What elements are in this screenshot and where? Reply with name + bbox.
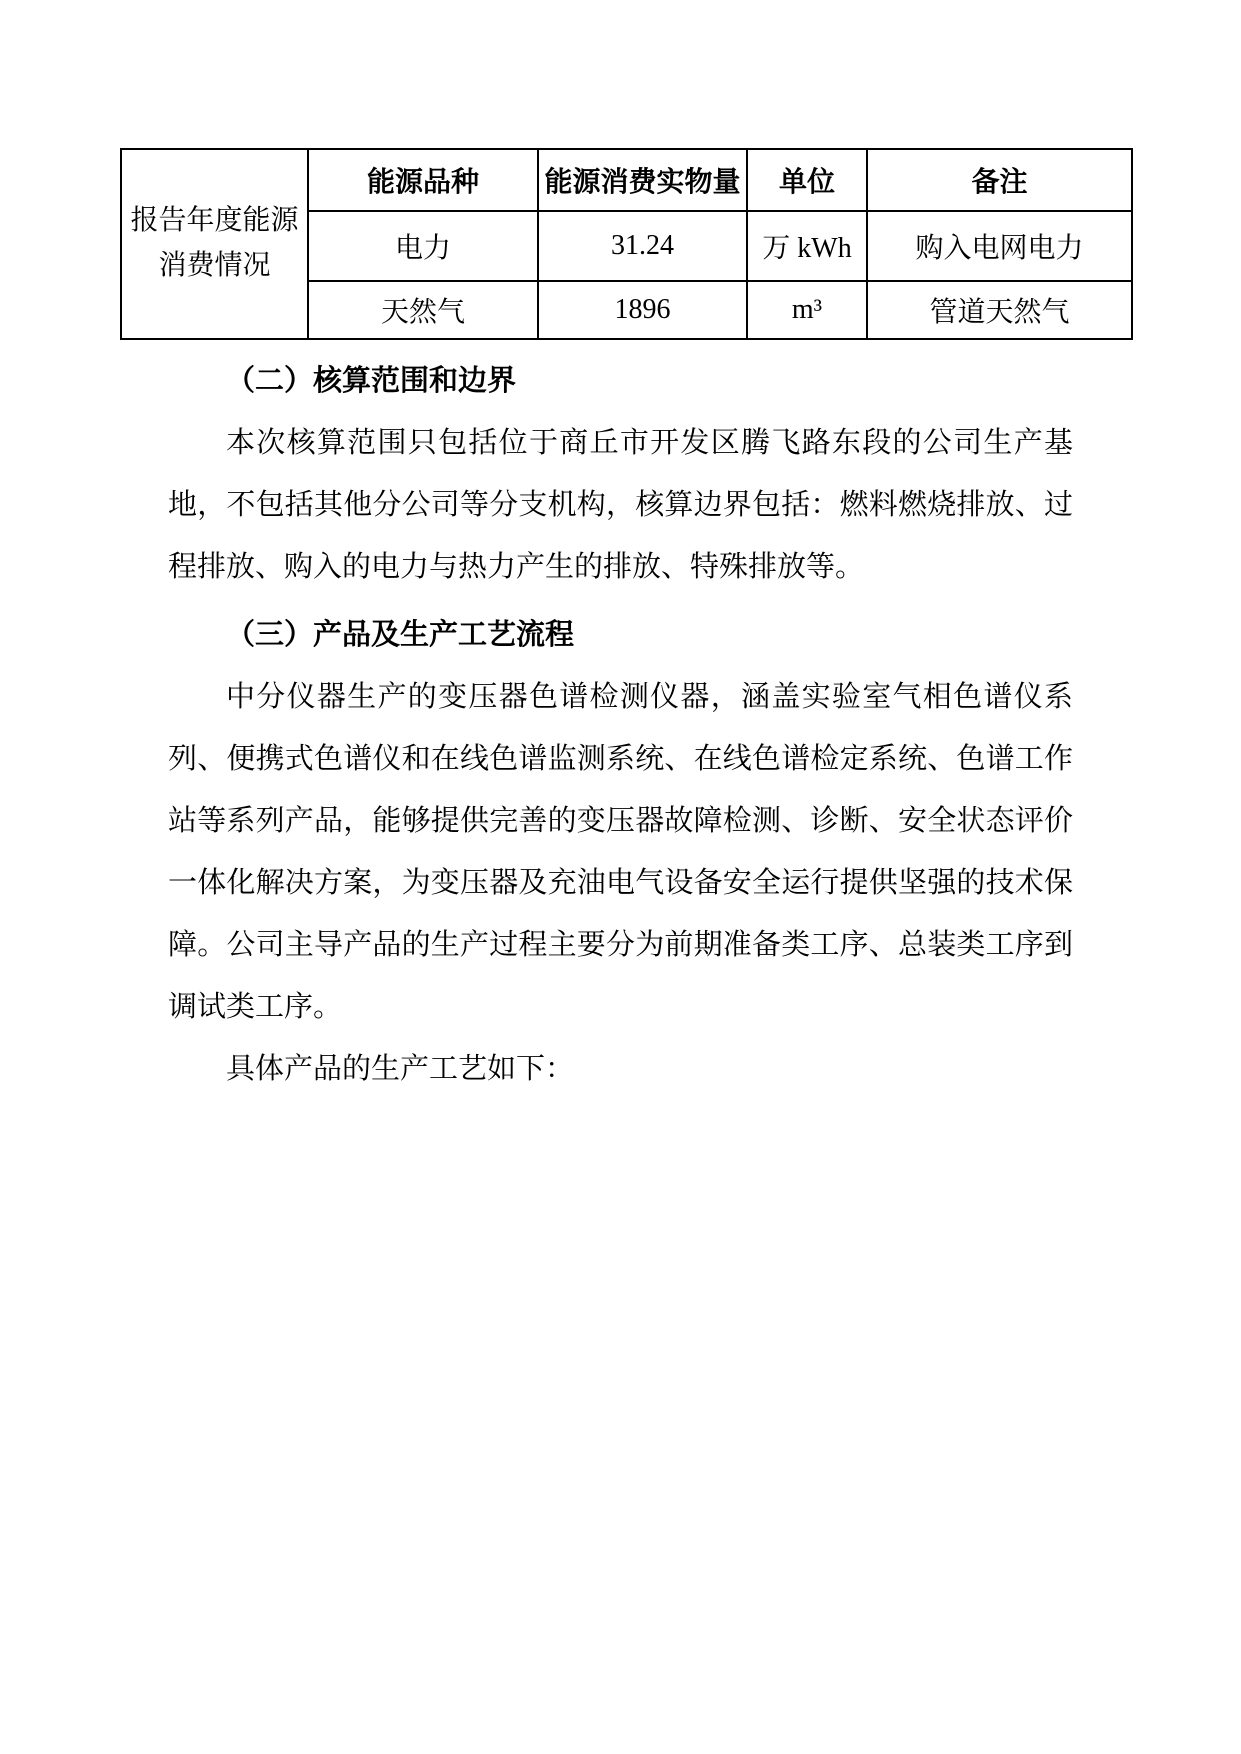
- section-heading-products-process: （三）产品及生产工艺流程: [226, 619, 575, 651]
- cell-gas-amount: 1896: [538, 281, 747, 339]
- energy-consumption-table: [120, 148, 1133, 340]
- cell-gas-unit: m³: [747, 281, 867, 339]
- paragraph-accounting-scope: 本次核算范围只包括位于商丘市开发区腾飞路东段的公司生产基地，不包括其他分公司等分支机构，核算边界包括：燃料燃烧排放、过程排放、购入的电力与热力产生的排放、特殊排放等。: [168, 427, 1073, 583]
- col-header-unit: 单位: [747, 149, 867, 211]
- cell-electricity-amount: 31.24: [538, 211, 747, 281]
- document-body: [168, 340, 1073, 1100]
- col-header-consumption-amount: 能源消费实物量: [538, 149, 747, 211]
- cell-electricity-unit: 万 kWh: [747, 211, 867, 281]
- paragraph-process-intro: 具体产品的生产工艺如下：: [226, 1053, 575, 1085]
- col-header-energy-type: 能源品种: [308, 149, 538, 211]
- cell-electricity-note: 购入电网电力: [867, 211, 1132, 281]
- table-header-row: [121, 149, 1132, 211]
- cell-electricity-type: 电力: [308, 211, 538, 281]
- section-heading-accounting-scope: （二）核算范围和边界: [226, 365, 517, 397]
- table-row-label: 报告年度能源消费情况: [121, 149, 308, 339]
- paragraph-products-process: 中分仪器生产的变压器色谱检测仪器，涵盖实验室气相色谱仪系列、便携式色谱仪和在线色谱监测系统、在线色谱检定系统、色谱工作站等系列产品，能够提供完善的变压器故障检测、诊断、安全状态评价一体化解决方案，为变压器及充油电气设备安全运行提供坚强的技术保障。公司主导产品的生产过程主要分为前期准备类工序、总装类工序到调试类工序。: [168, 681, 1073, 1023]
- cell-gas-type: 天然气: [308, 281, 538, 339]
- col-header-note: 备注: [867, 149, 1132, 211]
- cell-gas-note: 管道天然气: [867, 281, 1132, 339]
